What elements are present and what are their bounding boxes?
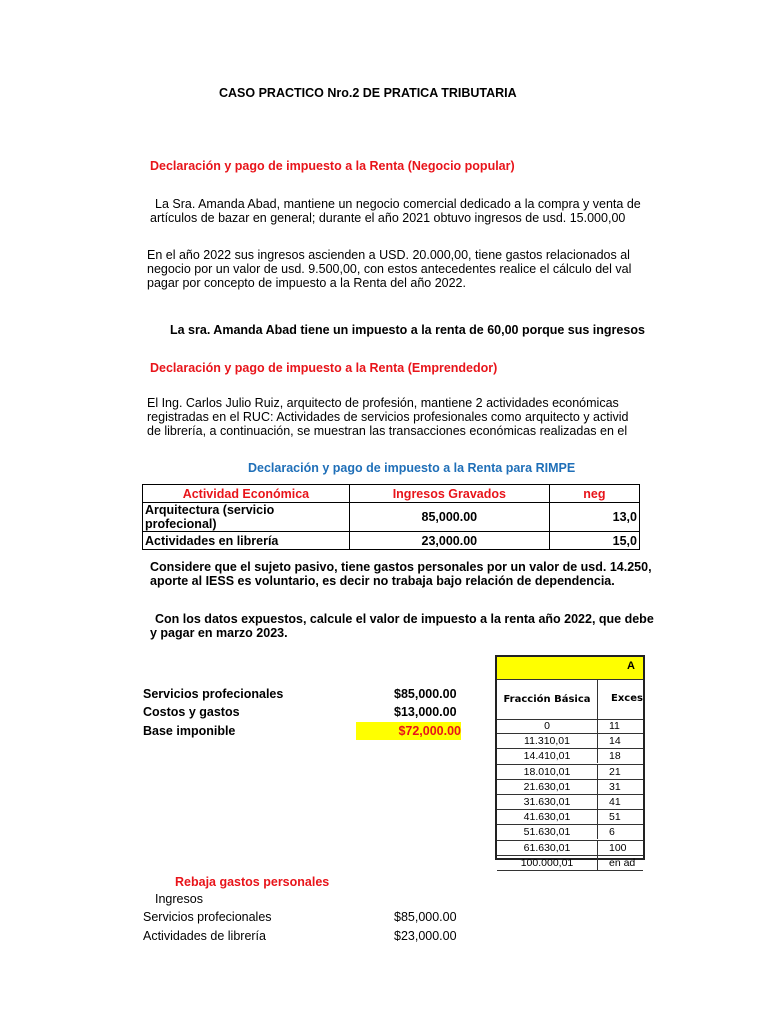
paragraph-line: registradas en el RUC: Actividades de servicios profesionales como arquitecto y activid (147, 410, 629, 424)
band-label: A (627, 660, 635, 672)
rebaja-label: Actividades de librería (143, 929, 266, 943)
table-row (497, 825, 643, 840)
header-cell: Ingresos Gravados (349, 485, 549, 503)
paragraph-line: pagar por concepto de impuesto a la Renta del año 2022. (147, 276, 466, 290)
rebaja-value: $85,000.00 (394, 910, 457, 924)
exceso-cell: 18 (609, 750, 621, 763)
fraccion-cell: 0 (497, 719, 598, 733)
table-row (497, 841, 643, 856)
paragraph-line: Considere que el sujeto pasivo, tiene gastos personales por un valor de usd. 14.250, (150, 560, 652, 574)
tax-table-rows (497, 719, 643, 871)
fraccion-cell: 61.630,01 (497, 841, 598, 855)
section-heading-negocio-popular: Declaración y pago de impuesto a la Renta (Negocio popular) (150, 159, 515, 173)
table-row (143, 532, 640, 550)
calc-label: Base imponible (143, 724, 236, 738)
rebaja-subheading: Ingresos (155, 892, 203, 906)
header-cell: Actividad Económica (143, 485, 350, 503)
table-row (497, 719, 643, 734)
paragraph-line: y pagar en marzo 2023. (150, 626, 288, 640)
calc-value: $13,000.00 (394, 705, 457, 719)
fraccion-cell: 31.630,01 (497, 795, 598, 809)
exceso-cell: 21 (609, 765, 621, 778)
paragraph-line: de librería, a continuación, se muestran las transacciones económicas realizadas en el (147, 424, 628, 438)
table-row (497, 810, 643, 825)
table-header-row (143, 485, 640, 503)
table-cell: 23,000.00 (349, 532, 549, 550)
table-row (497, 765, 643, 780)
fraccion-cell: 100.000,01 (497, 856, 598, 870)
rimpe-table-title: Declaración y pago de impuesto a la Renta para RIMPE (248, 461, 576, 475)
table-cell: 13,0 (549, 503, 639, 532)
rimpe-table (142, 484, 640, 550)
tax-table-band (497, 657, 643, 680)
exceso-cell: 11 (609, 720, 620, 732)
table-row (497, 780, 643, 795)
exceso-cell: 31 (609, 780, 621, 793)
tax-bracket-table-image (495, 655, 645, 869)
fraccion-cell: 11.310,01 (497, 734, 598, 748)
header-cell: neg (549, 485, 639, 503)
fraccion-cell: 14.410,01 (497, 749, 598, 763)
calc-value: $85,000.00 (394, 687, 457, 701)
col-exceso: Exces (611, 693, 643, 704)
table-cell: Arquitectura (servicio profecional) (143, 503, 350, 532)
table-cell: 85,000.00 (349, 503, 549, 532)
table-row (497, 749, 643, 764)
section-heading-emprendedor: Declaración y pago de impuesto a la Renta (Emprendedor) (150, 361, 498, 375)
paragraph-line: artículos de bazar en general; durante el año 2021 obtuvo ingresos de usd. 15.000,00 (150, 211, 626, 225)
rebaja-value: $23,000.00 (394, 929, 457, 943)
exceso-cell: 51 (609, 811, 621, 824)
exceso-cell: 41 (609, 795, 621, 808)
paragraph-line: La Sra. Amanda Abad, mantiene un negocio comercial dedicado a la compra y venta de (155, 197, 641, 211)
paragraph-line: negocio por un valor de usd. 9.500,00, con estos antecedentes realice el cálculo del val (147, 262, 632, 276)
table-row (497, 856, 643, 871)
answer-line: La sra. Amanda Abad tiene un impuesto a la renta de 60,00 porque sus ingresos (170, 323, 645, 337)
exceso-cell: 6 (609, 826, 615, 839)
table-row (497, 734, 643, 749)
exceso-cell: en ad (609, 856, 636, 869)
rebaja-label: Servicios profecionales (143, 910, 272, 924)
paragraph-line: aporte al IESS es voluntario, es decir no trabaja bajo relación de dependencia. (150, 574, 615, 588)
paragraph-line: Con los datos expuestos, calcule el valor de impuesto a la renta año 2022, que debe (155, 612, 654, 626)
exceso-cell: 14 (609, 735, 621, 748)
fraccion-cell: 21.630,01 (497, 780, 598, 794)
table-cell: Actividades en librería (143, 532, 350, 550)
col-fraccion-basica: Fracción Básica (497, 679, 598, 719)
table-cell: 15,0 (549, 532, 639, 550)
calc-label: Costos y gastos (143, 705, 240, 719)
rebaja-heading: Rebaja gastos personales (175, 875, 330, 889)
table-row (497, 795, 643, 810)
tax-table-header (497, 679, 643, 720)
page-title: CASO PRACTICO Nro.2 DE PRATICA TRIBUTARIA (219, 86, 517, 100)
fraccion-cell: 18.010,01 (497, 765, 598, 779)
exceso-cell: 100 (609, 841, 627, 854)
fraccion-cell: 41.630,01 (497, 810, 598, 824)
paragraph-line: El Ing. Carlos Julio Ruiz, arquitecto de profesión, mantiene 2 actividades económicas (147, 396, 619, 410)
calc-label: Servicios profecionales (143, 687, 284, 701)
base-imponible-value: $72,000.00 (356, 722, 461, 740)
paragraph-line: En el año 2022 sus ingresos ascienden a USD. 20.000,00, tiene gastos relacionados al (147, 248, 630, 262)
table-row (143, 503, 640, 532)
fraccion-cell: 51.630,01 (497, 825, 598, 839)
